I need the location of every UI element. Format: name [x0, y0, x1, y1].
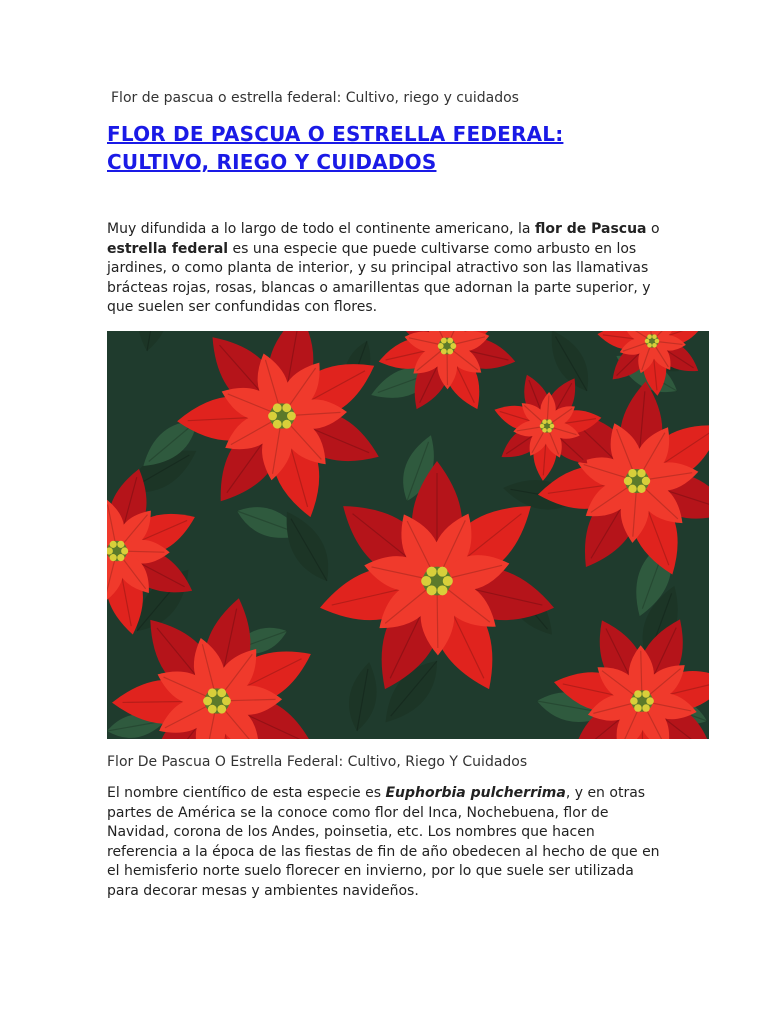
cyathium-dot — [628, 469, 636, 477]
cyathium-dot — [624, 477, 632, 485]
cyathium-dot — [630, 697, 638, 705]
intro-text-1: Muy difundida a lo largo de todo el continente americano, la — [107, 221, 535, 237]
cyathium-dot — [540, 424, 545, 429]
cyathium-dot — [437, 567, 447, 577]
cyathium-dot — [642, 690, 650, 698]
cyathium-dot — [282, 403, 291, 412]
cyathium-dot — [427, 585, 437, 595]
cyathium-dot — [447, 349, 453, 355]
figure-caption: Flor De Pascua O Estrella Federal: Cultivo, Riego Y Cuidados — [107, 754, 528, 770]
poinsettia-photo — [107, 331, 709, 739]
cyathium-dot — [282, 420, 291, 429]
cyathium-dot — [652, 334, 657, 339]
cyathium-dot — [637, 469, 645, 477]
cyathium-dot — [645, 339, 650, 344]
page-title[interactable] — [107, 120, 667, 176]
cyathium-dot — [217, 705, 226, 714]
cyathium-dot — [287, 412, 296, 421]
cyathium-dot — [634, 704, 642, 712]
cyathium-dot — [110, 541, 117, 548]
cyathium-dot — [647, 343, 652, 348]
cyathium-dot — [222, 697, 231, 706]
title-line-1[interactable]: FLOR DE PASCUA O ESTRELLA FEDERAL: — [107, 122, 564, 146]
cyathium-dot — [268, 412, 277, 421]
title-line-2[interactable]: CULTIVO, RIEGO Y CUIDADOS — [107, 150, 437, 174]
cyathium-dot — [547, 419, 552, 424]
cyathium-dot — [441, 338, 447, 344]
body-text-1: El nombre científico de esta especie es — [107, 785, 386, 801]
cyathium-dot — [438, 343, 444, 349]
cyathium-dot — [647, 334, 652, 339]
body-text-2: , y en otras partes de América se la conoce como flor del Inca, Nochebuena, flor de Navidad, corona de los Andes, poinsetia, etc. Los nombres que hacen referencia a la época de las fiestas de fin de año obedecen al hecho de que en el hemisferio norte suelo florecer en invierno, por lo que suele ser utilizada para decorar mesas y ambientes navideños. — [107, 785, 660, 899]
cyathium-dot — [634, 690, 642, 698]
cyathium-dot — [642, 704, 650, 712]
cyathium-dot — [203, 697, 212, 706]
cyathium-dot — [642, 477, 650, 485]
cyathium-dot — [646, 697, 654, 705]
cyathium-dot — [273, 420, 282, 429]
cyathium-dot — [655, 339, 660, 344]
intro-text-2: o — [646, 221, 660, 237]
cyathium-dot — [117, 554, 124, 561]
cyathium-dot — [443, 576, 453, 586]
cyathium-dot — [110, 554, 117, 561]
intro-text-3: es una especie que puede cultivarse como arbusto en los jardines, o como planta de interior, y su principal atractivo son las llamativas brácteas rojas, rosas, blancas o amarillentas que adornan la parte superior, y que suelen ser confundidas con flores. — [107, 240, 651, 315]
cyathium-dot — [421, 576, 431, 586]
cyathium-dot — [542, 419, 547, 424]
cyathium-dot — [547, 428, 552, 433]
cyathium-dot — [217, 688, 226, 697]
cyathium-dot — [208, 705, 217, 714]
intro-paragraph — [107, 220, 667, 318]
cyathium-dot — [652, 343, 657, 348]
cyathium-dot — [121, 547, 128, 554]
cyathium-dot — [447, 338, 453, 344]
document-header: Flor de pascua o estrella federal: Cultivo, riego y cuidados — [111, 90, 519, 106]
poinsettia-illustration — [107, 331, 709, 739]
scientific-name: Euphorbia pulcherrima — [385, 785, 566, 801]
cyathium-dot — [542, 428, 547, 433]
cyathium-dot — [550, 424, 555, 429]
body-bold-scientific-name — [385, 785, 565, 801]
cyathium-dot — [437, 585, 447, 595]
cyathium-dot — [441, 349, 447, 355]
cyathium-dot — [637, 485, 645, 493]
body-paragraph — [107, 784, 667, 901]
intro-bold-estrella-federal: estrella federal — [107, 240, 229, 257]
cyathium-dot — [628, 485, 636, 493]
cyathium-dot — [273, 403, 282, 412]
intro-bold-flor-de-pascua: flor de Pascua — [534, 221, 647, 237]
cyathium-dot — [427, 567, 437, 577]
cyathium-dot — [208, 688, 217, 697]
cyathium-dot — [450, 343, 456, 349]
cyathium-dot — [117, 541, 124, 548]
